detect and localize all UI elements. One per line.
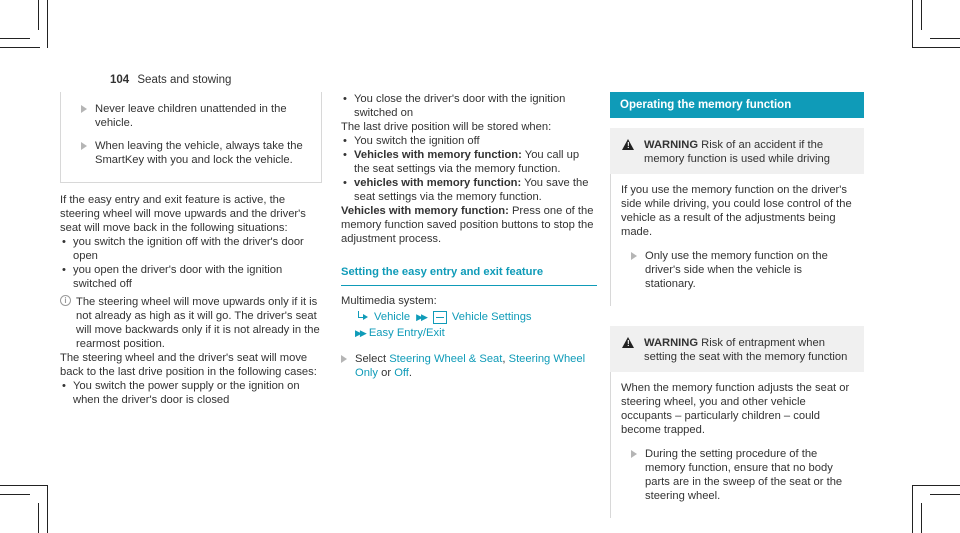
- warning-body: [610, 174, 864, 306]
- crop-mark: [912, 0, 913, 48]
- crop-mark: [47, 485, 48, 533]
- crop-mark: [930, 494, 960, 495]
- double-chevron-icon: ▶▶: [355, 328, 365, 338]
- warning-label: WARNING: [644, 139, 699, 151]
- section-title: Setting the easy entry and exit feature: [341, 265, 597, 286]
- crop-mark: [930, 38, 960, 39]
- crop-mark: [0, 38, 30, 39]
- section-header: Operating the memory function: [610, 92, 864, 118]
- warning-title: Risk of entrapment when setting the seat with the memory function: [644, 337, 848, 363]
- crop-mark: [0, 494, 30, 495]
- paragraph: The last drive position will be stored when:: [341, 121, 552, 133]
- multimedia-label: Multimedia system:: [341, 295, 437, 307]
- or-text: or: [378, 367, 395, 379]
- step-item: [631, 249, 854, 291]
- menu-link-vehicle[interactable]: Vehicle: [374, 311, 411, 323]
- vehicle-settings-icon: [433, 311, 447, 324]
- step-item: [81, 139, 311, 167]
- crop-mark: [38, 0, 39, 30]
- page-header: [110, 73, 231, 87]
- column-middle: [341, 92, 597, 389]
- paragraph: If the easy entry and exit feature is active, the steering wheel will move upwards and the driver's seat will move back in the following situations:: [60, 194, 306, 234]
- option-off[interactable]: Off: [394, 367, 409, 379]
- crop-mark: [0, 485, 48, 486]
- menu-link-easy-entry[interactable]: Easy Entry/Exit: [368, 327, 445, 339]
- bullet-item: [341, 148, 597, 176]
- warning-header: [610, 128, 864, 174]
- warning-body: [610, 372, 864, 518]
- paragraph-text: Press one of the memory function saved position buttons to stop the adjustment process.: [341, 205, 594, 245]
- tip-text: The steering wheel will move upwards only if it is not already as high as it will go. The driver's seat will move backwards only if it is not already in the rearmost position.: [76, 296, 320, 350]
- column-right: [610, 92, 864, 518]
- bullet-item: • you switch the ignition off with the driver's door open: [60, 235, 322, 263]
- menu-link-vehicle-settings[interactable]: Vehicle Settings: [451, 311, 532, 323]
- bold-label: Vehicles with memory function:: [354, 149, 522, 161]
- warning-header: [610, 326, 864, 372]
- menu-path-row: [341, 326, 597, 340]
- bullet-text: You save the seat settings via the memory function.: [354, 177, 589, 203]
- tip-note: [60, 295, 322, 351]
- end-period: .: [408, 367, 413, 379]
- safety-note-box: [60, 92, 322, 183]
- step-item: [631, 447, 854, 503]
- bullet-item: [341, 176, 597, 204]
- crop-mark: [921, 0, 922, 30]
- step-arrow-icon: [81, 142, 87, 150]
- crop-mark: [912, 485, 960, 486]
- menu-path-row: [341, 310, 597, 324]
- bold-label: vehicles with memory function:: [354, 177, 522, 189]
- page-number: 104: [110, 74, 130, 86]
- option-steering-wheel-seat[interactable]: Steering Wheel & Seat: [389, 353, 503, 365]
- bullet-item: • You switch the ignition off: [341, 134, 597, 148]
- crop-mark: [38, 503, 39, 533]
- warning-text: If you use the memory function on the driver's side while driving, you could lose control of the vehicle as a result of the adjustments being made.: [621, 184, 852, 238]
- step-arrow-icon: [341, 355, 347, 363]
- select-prefix: Select: [355, 353, 390, 365]
- step-item: [341, 352, 597, 380]
- paragraph: The steering wheel and the driver's seat will move back to the last drive position in the following cases:: [60, 352, 317, 378]
- step-text: Never leave children unattended in the vehicle.: [95, 103, 287, 129]
- crop-mark: [912, 485, 913, 533]
- bullet-item: • You close the driver's door with the ignition switched on: [341, 92, 597, 120]
- step-arrow-icon: [81, 105, 87, 113]
- step-text: During the setting procedure of the memory function, ensure that no body parts are in the sweep of the seat or the steering wheel.: [645, 448, 843, 502]
- step-text: Only use the memory function on the driver's side when the vehicle is stationary.: [645, 250, 828, 290]
- step-item: [81, 102, 311, 130]
- crop-mark: [0, 47, 40, 48]
- crop-mark: [921, 503, 922, 533]
- crop-mark: [47, 0, 48, 48]
- step-text: When leaving the vehicle, always take the SmartKey with you and lock the vehicle.: [95, 140, 303, 166]
- warning-icon: !: [622, 139, 634, 150]
- option-steering-wheel-only[interactable]: Steering Wheel Only: [355, 353, 586, 379]
- return-arrow-icon: [355, 310, 370, 324]
- warning-title: Risk of an accident if the memory function is used while driving: [644, 139, 830, 165]
- bold-label: Vehicles with memory function:: [341, 205, 509, 217]
- paragraph: [341, 204, 597, 246]
- warning-text: When the memory function adjusts the seat or steering wheel, you and other vehicle occupants – particularly children – could become trapped.: [621, 382, 850, 436]
- section-name: Seats and stowing: [137, 74, 232, 86]
- column-left: [60, 92, 322, 407]
- crop-mark: [912, 47, 960, 48]
- bullet-text: You call up the seat settings via the memory function.: [354, 149, 580, 175]
- bullet-item: • You switch the power supply or the ignition on when the driver's door is closed: [60, 379, 322, 407]
- double-chevron-icon: ▶▶: [416, 312, 426, 322]
- step-arrow-icon: [631, 252, 637, 260]
- bullet-item: • you open the driver's door with the ignition switched off: [60, 263, 322, 291]
- warning-label: WARNING: [644, 337, 699, 349]
- step-arrow-icon: [631, 450, 637, 458]
- separator: ,: [502, 353, 509, 365]
- warning-icon: !: [622, 337, 634, 348]
- info-icon: i: [60, 295, 71, 306]
